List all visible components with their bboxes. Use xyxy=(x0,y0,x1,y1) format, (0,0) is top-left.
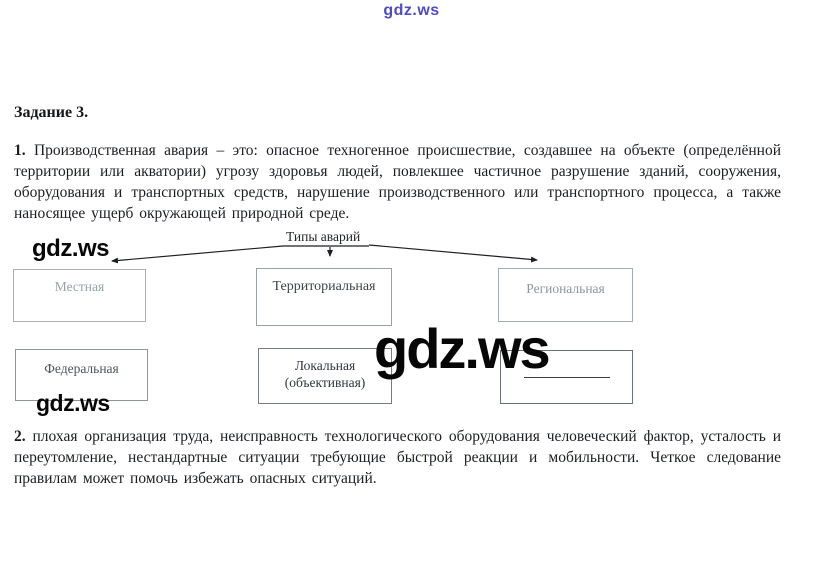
answer-1-paragraph xyxy=(14,140,781,224)
answer-1-number: 1. xyxy=(14,141,26,159)
watermark-top: gdz.ws xyxy=(383,2,440,19)
diagram-box-regional-label: Региональная xyxy=(526,281,605,296)
watermark-diagram-left: gdz.ws xyxy=(32,235,110,262)
answer-2-paragraph xyxy=(14,426,781,489)
answer-2-text: плохая организация труда, неисправность технологического оборудования человеческий фактор, усталость и переутомление, нестандартные ситуации требующие быстрой реакции и мобильности. Четкое следование правилам может помочь избежать опасных ситуаций. xyxy=(14,427,782,487)
diagram-box-local-label: Местная xyxy=(54,279,105,294)
diagram-title: Типы аварий xyxy=(286,229,361,244)
watermark-bottom-left: gdz.ws xyxy=(36,390,110,416)
watermark-center: gdz.ws xyxy=(374,317,549,380)
answer-1-text: Производственная авария – это: опасное техногенное происшествие, создавшее на объекте (определённой территории или акватории) угрозу здоровья людей, повлекшее частичное разрушение зданий, сооружения, оборудования и транспортных средств, нарушение производственного или транспортного процесса, а также наносящее ущерб окружающей природной среде. xyxy=(14,141,781,222)
diagram-box-regional xyxy=(498,268,633,322)
diagram-box-object-label-line2: (объективная) xyxy=(284,375,366,390)
diagram-box-federal-label: Федеральная xyxy=(44,361,119,376)
diagram-box-local xyxy=(13,269,146,322)
diagram-box-object-label-line1: Локальная xyxy=(294,358,356,373)
answer-2-number: 2. xyxy=(14,427,26,445)
task-title: Задание 3. xyxy=(14,104,89,121)
diagram-box-territorial-label: Территориальная xyxy=(272,279,376,294)
diagram-box-object xyxy=(258,348,392,404)
diagram-box-territorial xyxy=(256,268,392,326)
